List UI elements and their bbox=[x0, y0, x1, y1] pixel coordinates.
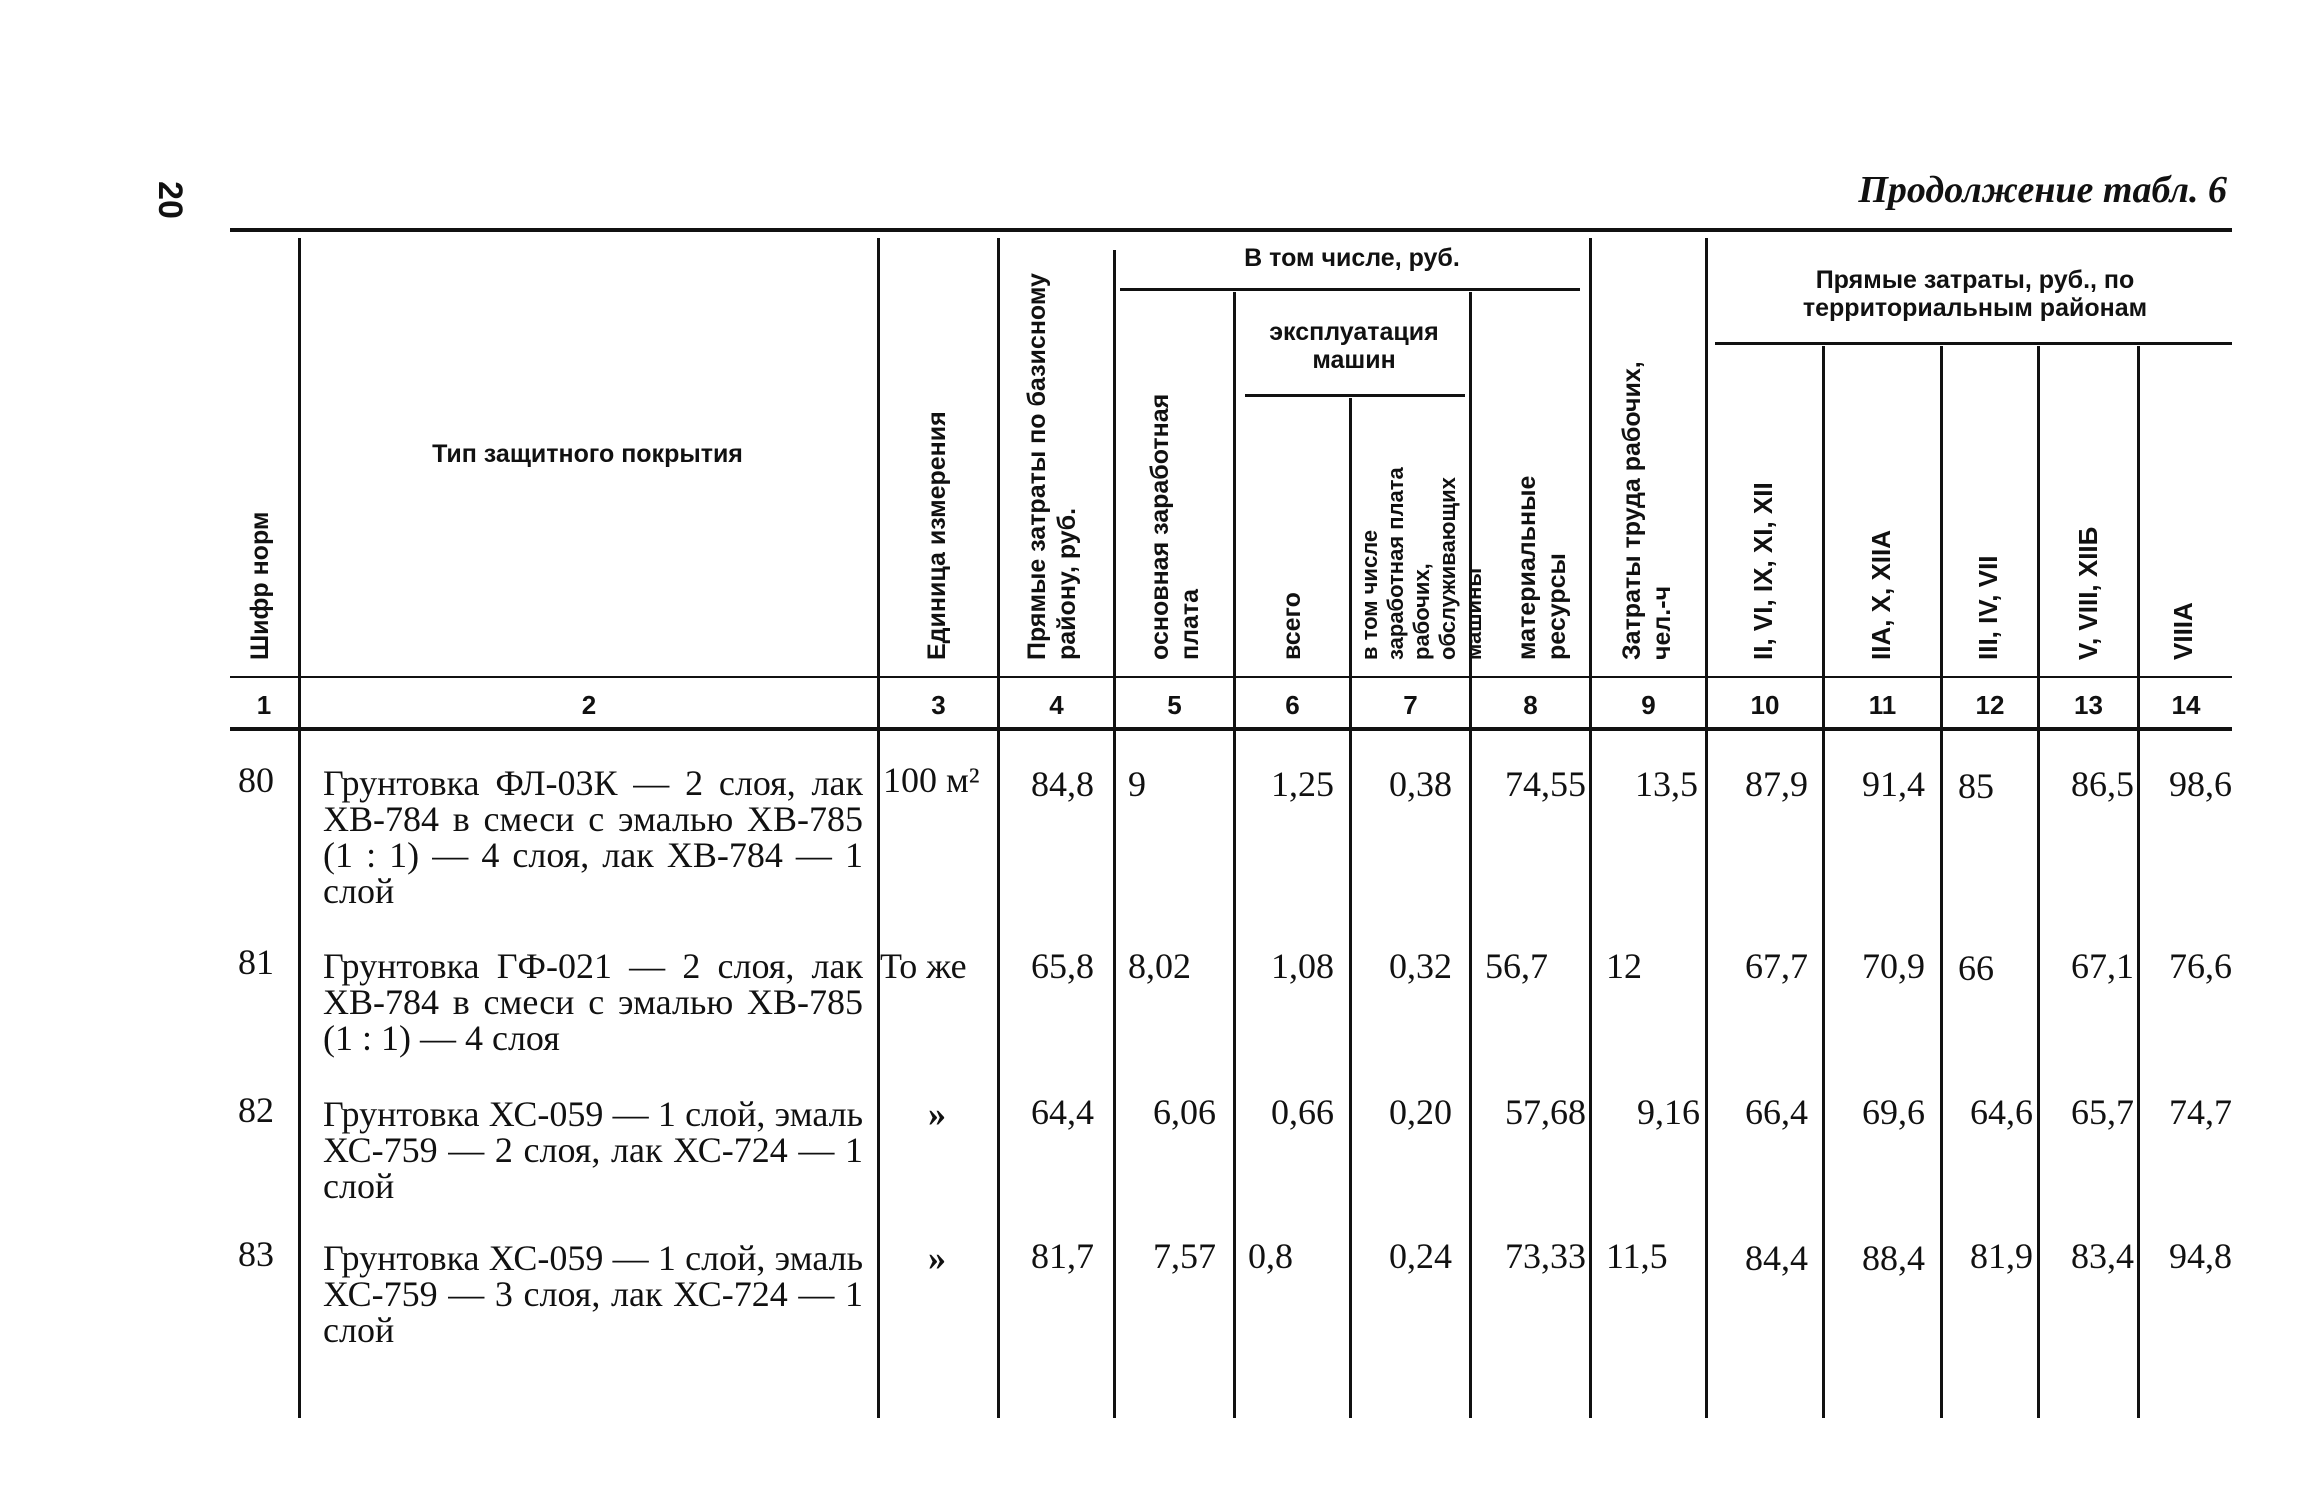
cell-c9: 12 bbox=[1606, 946, 1642, 986]
cell-c8: 56,7 bbox=[1485, 946, 1548, 986]
row-description: Грунтовка ФЛ-03К — 2 слоя, лак ХВ-784 в смеси с эмалью ХВ-785 (1 : 1) — 4 слоя, лак ХВ-784 — 1 слой bbox=[323, 763, 863, 911]
row-unit: 100 м² bbox=[883, 760, 980, 800]
column-number: 13 bbox=[2074, 690, 2103, 720]
row-code: 81 bbox=[238, 942, 274, 982]
cell-c7: 0,38 bbox=[1389, 764, 1452, 804]
continuation-title: Продолжение табл. 6 bbox=[1858, 169, 2227, 211]
cell-c10: 87,9 bbox=[1745, 764, 1808, 804]
row-description: Грунтовка ХС-059 — 1 слой, эмаль ХС-759 — 3 слоя, лак ХС-724 — 1 слой bbox=[323, 1238, 863, 1350]
header-code: Шифр норм bbox=[246, 511, 274, 660]
header-direct-costs-base: Прямые затраты по базисному району, руб. bbox=[1023, 273, 1081, 660]
cell-c14: 94,8 bbox=[2169, 1236, 2232, 1276]
header-including: В том числе, руб. bbox=[1244, 244, 1460, 272]
cell-c6: 0,8 bbox=[1248, 1236, 1293, 1276]
cell-c5: 6,06 bbox=[1153, 1092, 1216, 1132]
header-total: всего bbox=[1278, 592, 1306, 660]
header-materials: материальные ресурсы bbox=[1513, 475, 1571, 660]
cell-c11: 69,6 bbox=[1862, 1092, 1925, 1132]
cell-c12: 64,6 bbox=[1970, 1092, 2033, 1132]
header-bottom-rule bbox=[230, 676, 2232, 678]
column-number: 12 bbox=[1975, 690, 2005, 720]
header-incl-wages: в том числе заработная плата рабочих, обслуживающих машины bbox=[1357, 467, 1486, 660]
cell-c5: 9 bbox=[1128, 764, 1146, 804]
cell-c7: 0,24 bbox=[1389, 1236, 1452, 1276]
header-coating-type: Тип защитного покрытия bbox=[432, 440, 743, 468]
col-divider bbox=[877, 238, 880, 1418]
cell-c9: 11,5 bbox=[1606, 1236, 1668, 1276]
header-region-11: IIA, X, XIIA bbox=[1866, 529, 1896, 660]
row-description: Грунтовка ХС-059 — 1 слой, эмаль ХС-759 — 2 слоя, лак ХС-724 — 1 слой bbox=[323, 1094, 863, 1206]
cell-c5: 8,02 bbox=[1128, 946, 1191, 986]
row-unit: » bbox=[928, 1238, 946, 1278]
cell-c4: 84,8 bbox=[1031, 764, 1094, 804]
column-number: 6 bbox=[1285, 690, 1300, 720]
header-unit: Единица измерения bbox=[923, 411, 951, 660]
cell-c14: 76,6 bbox=[2169, 946, 2232, 986]
cell-c4: 64,4 bbox=[1031, 1092, 1094, 1132]
cell-c8: 57,68 bbox=[1505, 1092, 1586, 1132]
cell-c13: 86,5 bbox=[2071, 764, 2134, 804]
cell-c7: 0,20 bbox=[1389, 1092, 1452, 1132]
cell-c9: 13,5 bbox=[1635, 764, 1698, 804]
col-divider bbox=[1233, 292, 1236, 1418]
column-number: 4 bbox=[1049, 690, 1064, 720]
column-number: 2 bbox=[581, 690, 597, 720]
row-code: 83 bbox=[238, 1234, 274, 1274]
page-number: 20 bbox=[151, 181, 190, 219]
header-region-12: III, IV, VII bbox=[1973, 555, 2003, 660]
cell-c13: 83,4 bbox=[2071, 1236, 2134, 1276]
cell-c11: 88,4 bbox=[1862, 1238, 1925, 1278]
header-regional: Прямые затраты, руб., по территориальным районам bbox=[1802, 266, 2148, 322]
top-rule bbox=[230, 228, 2232, 232]
cell-c6: 0,66 bbox=[1271, 1092, 1334, 1132]
cell-c8: 73,33 bbox=[1505, 1236, 1586, 1276]
column-number: 1 bbox=[256, 690, 272, 720]
cell-c13: 65,7 bbox=[2071, 1092, 2134, 1132]
cell-c13: 67,1 bbox=[2071, 946, 2134, 986]
column-number: 9 bbox=[1641, 690, 1656, 720]
column-number: 8 bbox=[1523, 690, 1538, 720]
regional-rule bbox=[1715, 342, 2232, 345]
cell-c11: 91,4 bbox=[1862, 764, 1925, 804]
column-number: 14 bbox=[2171, 690, 2201, 720]
row-code: 80 bbox=[238, 760, 274, 800]
cell-c12: 85 bbox=[1958, 766, 1994, 806]
cell-c7: 0,32 bbox=[1389, 946, 1452, 986]
cell-c4: 81,7 bbox=[1031, 1236, 1094, 1276]
row-unit: » bbox=[928, 1094, 946, 1134]
cell-c4: 65,8 bbox=[1031, 946, 1094, 986]
header-labor: Затраты труда рабочих, чел.-ч bbox=[1618, 361, 1676, 660]
cell-c6: 1,25 bbox=[1271, 764, 1334, 804]
row-code: 82 bbox=[238, 1090, 274, 1130]
col-divider bbox=[298, 238, 301, 1418]
cell-c10: 84,4 bbox=[1745, 1238, 1808, 1278]
machine-ops-rule bbox=[1245, 394, 1465, 397]
cell-c12: 81,9 bbox=[1970, 1236, 2033, 1276]
cell-c9: 9,16 bbox=[1637, 1092, 1700, 1132]
including-rule bbox=[1120, 288, 1580, 291]
cell-c6: 1,08 bbox=[1271, 946, 1334, 986]
cell-c8: 74,55 bbox=[1505, 764, 1586, 804]
column-number: 10 bbox=[1750, 690, 1780, 720]
header-region-13: V, VIII, XIIБ bbox=[2073, 526, 2103, 660]
cell-c14: 98,6 bbox=[2169, 764, 2232, 804]
cell-c10: 67,7 bbox=[1745, 946, 1808, 986]
cell-c5: 7,57 bbox=[1153, 1236, 1216, 1276]
row-unit: То же bbox=[880, 946, 967, 986]
row-description: Грунтовка ГФ-021 — 2 слоя, лак ХВ-784 в смеси с эмалью ХВ-785 (1 : 1) — 4 слоя bbox=[323, 946, 863, 1058]
cell-c12: 66 bbox=[1958, 948, 1994, 988]
cell-c14: 74,7 bbox=[2169, 1092, 2232, 1132]
column-number: 11 bbox=[1868, 690, 1897, 720]
cell-c11: 70,9 bbox=[1862, 946, 1925, 986]
column-number: 3 bbox=[931, 690, 946, 720]
cell-c10: 66,4 bbox=[1745, 1092, 1808, 1132]
column-number: 5 bbox=[1167, 690, 1182, 720]
header-region-10: II, VI, IX, XI, XII bbox=[1748, 482, 1778, 660]
header-wages: основная заработная плата bbox=[1146, 393, 1204, 660]
header-machine-ops: эксплуатация машин bbox=[1269, 318, 1439, 374]
col-divider bbox=[1589, 238, 1592, 1418]
column-number: 7 bbox=[1403, 690, 1418, 720]
header-region-14: VIIIA bbox=[2168, 602, 2198, 660]
colnum-bottom-rule bbox=[230, 727, 2232, 731]
